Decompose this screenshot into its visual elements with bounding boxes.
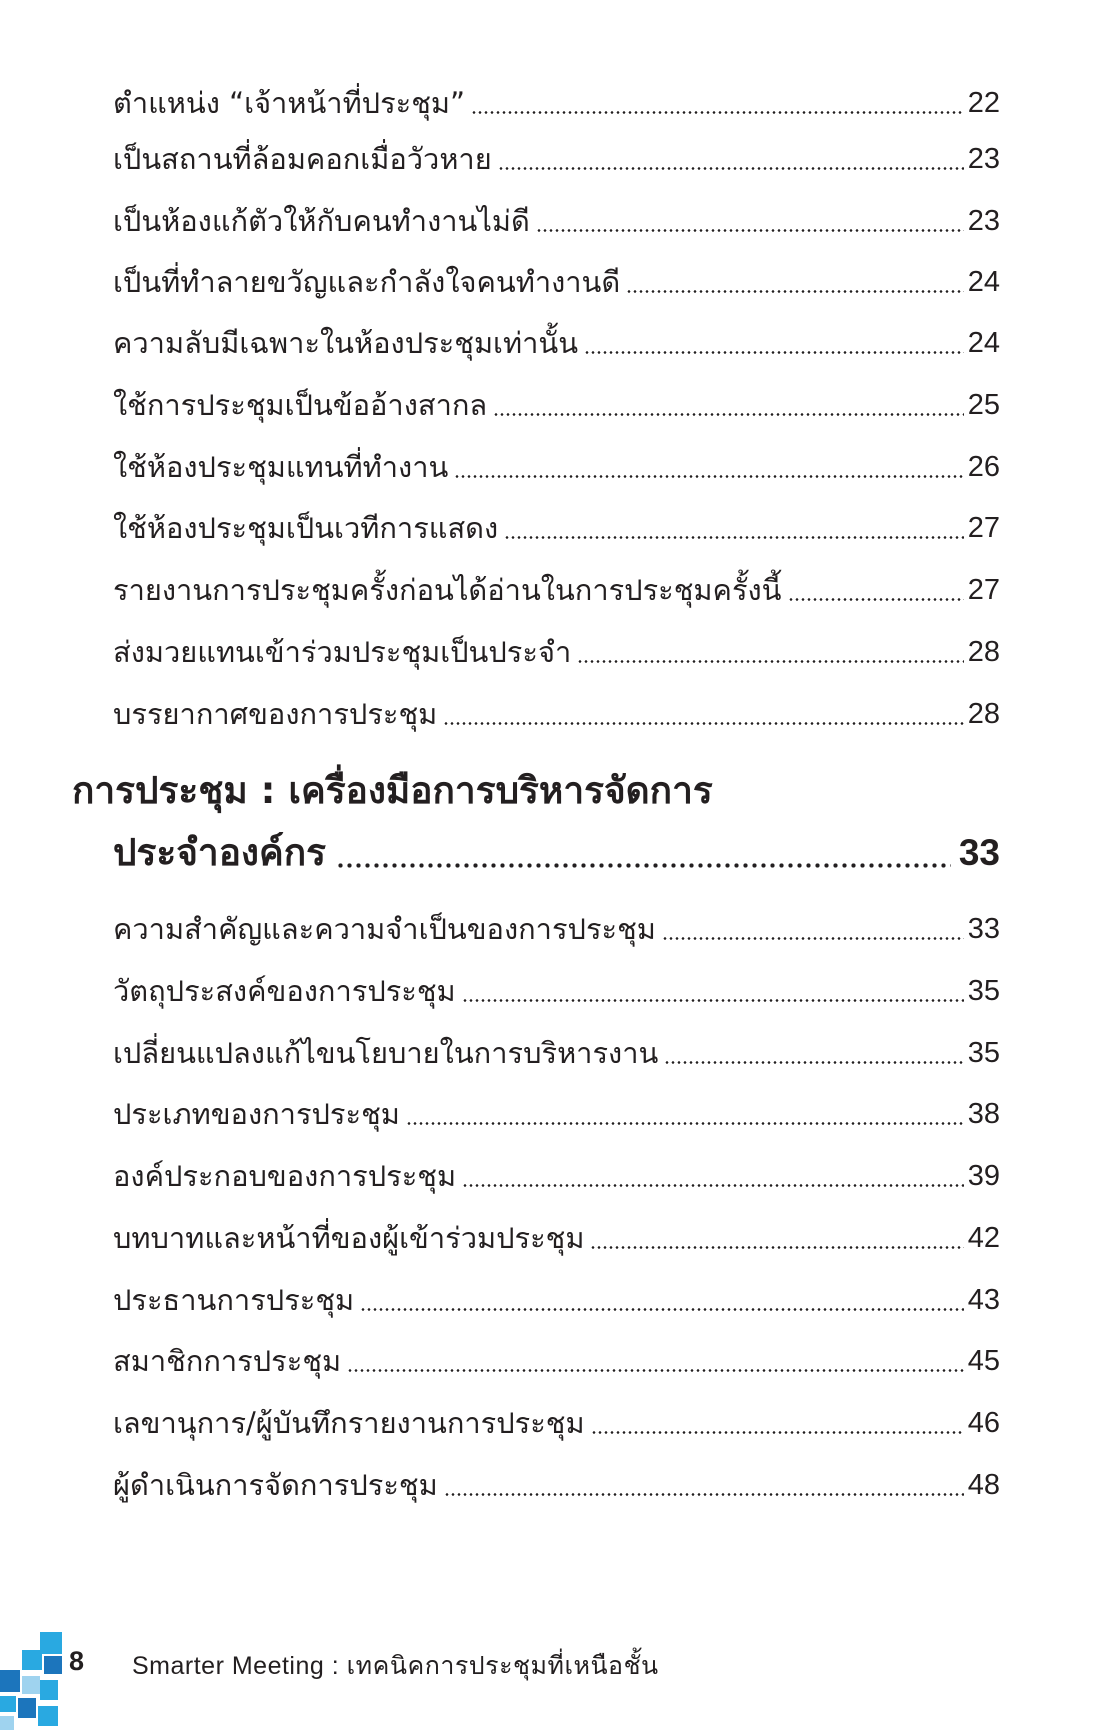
- dot-leader: [536, 202, 964, 240]
- dot-leader: [577, 633, 964, 671]
- dot-leader: [471, 84, 964, 122]
- toc-entry-page: 28: [967, 636, 1000, 668]
- dot-leader: [454, 448, 963, 486]
- dot-leader: [662, 910, 964, 948]
- toc-entry-title: รายงานการประชุมครั้งก่อนได้อ่านในการประชุมครั้งนี้: [113, 573, 782, 607]
- toc-entry-title: ตำแหน่ง “เจ้าหน้าที่ประชุม”: [113, 86, 466, 120]
- toc-section-title-line2: ประจำองค์กร: [113, 831, 327, 874]
- toc-entry[interactable]: [113, 1448, 1000, 1504]
- toc-entry-page: 24: [967, 327, 1000, 359]
- toc-entry-title: เป็นที่ทำลายขวัญและกำลังใจคนทำงานดี: [113, 265, 621, 299]
- pixel-blocks-logo-icon: [0, 1624, 80, 1732]
- toc-section-page: 33: [958, 832, 1000, 873]
- toc-entry-title: ใช้การประชุมเป็นข้ออ้างสากล: [113, 388, 488, 422]
- dot-leader: [498, 140, 964, 178]
- dot-leader: [591, 1404, 964, 1442]
- toc-entry[interactable]: [113, 615, 1000, 671]
- toc-entry-title: ใช้ห้องประชุมแทนที่ทำงาน: [113, 450, 449, 484]
- dot-leader: [788, 571, 964, 609]
- toc-entry-title: ใช้ห้องประชุมเป็นเวทีการแสดง: [113, 511, 499, 545]
- toc-entry-title: สมาชิกการประชุม: [113, 1344, 342, 1378]
- toc-entry-page: 46: [967, 1407, 1000, 1439]
- toc-entry-title: ประเภทของการประชุม: [113, 1097, 400, 1131]
- toc-entry-page: 26: [967, 451, 1000, 483]
- dot-leader: [360, 1281, 964, 1319]
- toc-entry-page: 38: [967, 1098, 1000, 1130]
- toc-entry-title: วัตถุประสงค์ของการประชุม: [113, 974, 456, 1008]
- toc-entry[interactable]: [113, 368, 1000, 424]
- toc-entry[interactable]: [113, 954, 1000, 1010]
- dot-leader: [444, 1466, 964, 1504]
- toc-entry-title: เป็นห้องแก้ตัวให้กับคนทำงานไม่ดี: [113, 204, 530, 238]
- dot-leader: [462, 972, 964, 1010]
- toc-entry-page: 27: [967, 574, 1000, 606]
- page-number: 8: [69, 1646, 85, 1676]
- dot-leader: [462, 1157, 964, 1195]
- dot-leader: [584, 324, 964, 362]
- toc-section-entry[interactable]: [113, 822, 1000, 878]
- toc-entry[interactable]: [113, 892, 1000, 948]
- toc-entry[interactable]: [113, 1077, 1000, 1133]
- toc-entry[interactable]: [113, 1324, 1000, 1380]
- dot-leader: [626, 263, 964, 301]
- toc-entry-page: 23: [967, 143, 1000, 175]
- toc-entry-page: 28: [967, 698, 1000, 730]
- toc-entry[interactable]: [113, 122, 1000, 178]
- dot-leader: [493, 386, 964, 424]
- toc-entry-title: เลขานุการ/ผู้บันทึกรายงานการประชุม: [113, 1406, 585, 1440]
- toc-entry-title: ความลับมีเฉพาะในห้องประชุมเท่านั้น: [113, 326, 579, 360]
- toc-entry[interactable]: [113, 1263, 1000, 1319]
- toc-entry-title: บรรยากาศของการประชุม: [113, 697, 438, 731]
- toc-entry[interactable]: [113, 1139, 1000, 1195]
- toc-entry-page: 22: [967, 87, 1000, 119]
- toc-entry[interactable]: [113, 430, 1000, 486]
- toc-entry[interactable]: [113, 491, 1000, 547]
- toc-entry-page: 35: [967, 975, 1000, 1007]
- toc-entry-page: 43: [967, 1284, 1000, 1316]
- toc-entry-title: ประธานการประชุม: [113, 1283, 355, 1317]
- toc-entry-page: 25: [967, 389, 1000, 421]
- toc-entry[interactable]: [113, 306, 1000, 362]
- dot-leader: [347, 1342, 964, 1380]
- toc-entry-title: องค์ประกอบของการประชุม: [113, 1159, 457, 1193]
- toc-entry-page: 23: [967, 205, 1000, 237]
- toc-entry[interactable]: [113, 245, 1000, 301]
- toc-entry[interactable]: [113, 66, 1000, 122]
- dot-leader: [443, 695, 963, 733]
- dot-leader: [504, 509, 964, 547]
- toc-entry[interactable]: [113, 553, 1000, 609]
- toc-entry[interactable]: [113, 1201, 1000, 1257]
- toc-entry[interactable]: [113, 1386, 1000, 1442]
- dot-leader: [406, 1095, 964, 1133]
- toc-section-title-line1[interactable]: การประชุม : เครื่องมือการบริหารจัดการ: [72, 769, 713, 812]
- toc-entry-title: ผู้ดำเนินการจัดการประชุม: [113, 1468, 438, 1502]
- toc-entry[interactable]: [113, 184, 1000, 240]
- toc-entry-title: ส่งมวยแทนเข้าร่วมประชุมเป็นประจำ: [113, 635, 572, 669]
- toc-entry-title: ความสำคัญและความจำเป็นของการประชุม: [113, 912, 656, 946]
- toc-entry[interactable]: [113, 1016, 1000, 1072]
- toc-entry-title: เปลี่ยนแปลงแก้ไขนโยบายในการบริหารงาน: [113, 1036, 659, 1070]
- toc-entry-page: 42: [967, 1222, 1000, 1254]
- toc-entry-page: 33: [967, 913, 1000, 945]
- toc-entry-page: 39: [967, 1160, 1000, 1192]
- toc-entry-title: เป็นสถานที่ล้อมคอกเมื่อวัวหาย: [113, 142, 492, 176]
- toc-entry-page: 48: [967, 1469, 1000, 1501]
- toc-entry-page: 45: [967, 1345, 1000, 1377]
- dot-leader: [336, 828, 951, 878]
- dot-leader: [664, 1034, 963, 1072]
- running-title: Smarter Meeting : เทคนิคการประชุมที่เหนือชั้น: [132, 1652, 659, 1680]
- toc-entry[interactable]: [113, 677, 1000, 733]
- page-footer: [0, 1624, 1102, 1732]
- toc-entry-title: บทบาทและหน้าที่ของผู้เข้าร่วมประชุม: [113, 1221, 585, 1255]
- toc-entry-page: 24: [967, 266, 1000, 298]
- dot-leader: [590, 1219, 963, 1257]
- toc-entry-page: 27: [967, 512, 1000, 544]
- toc-entry-page: 35: [967, 1037, 1000, 1069]
